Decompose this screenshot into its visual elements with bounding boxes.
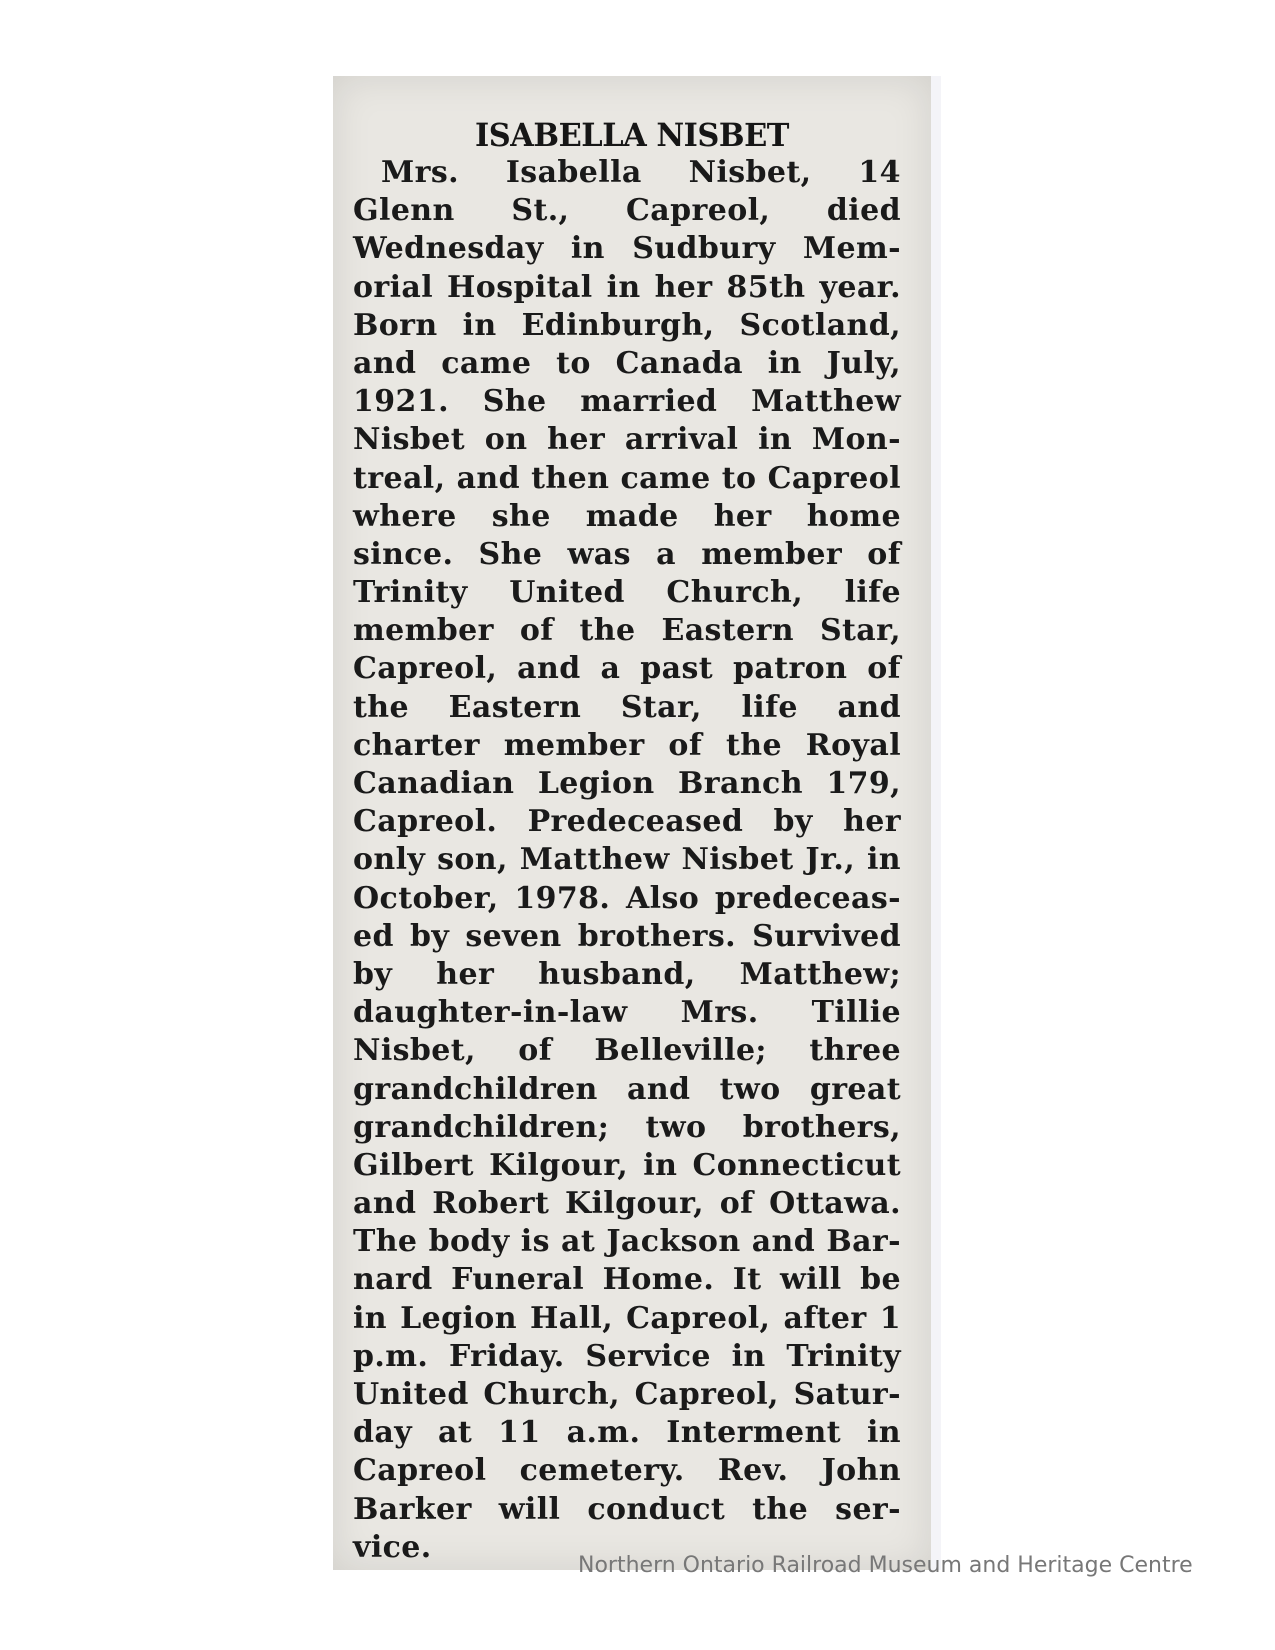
obituary-line: Mrs. Isabella Nisbet, 14	[381, 155, 901, 190]
obituary-line: in Legion Hall, Capreol, after 1	[353, 1300, 901, 1336]
obituary-line: vice.	[353, 1529, 432, 1565]
obituary-line: only son, Matthew Nisbet Jr., in	[353, 842, 901, 878]
obituary-line: and came to Canada in July,	[353, 345, 901, 381]
obituary-line: charter member of the Royal	[353, 727, 901, 763]
obituary-line: Canadian Legion Branch 179,	[353, 766, 901, 801]
obituary-line: Wednesday in Sudbury Mem-	[353, 231, 901, 267]
obituary-line: United Church, Capreol, Satur-	[353, 1377, 901, 1412]
obituary-line: Glenn St., Capreol, died	[353, 193, 901, 229]
obituary-line: by her husband, Matthew;	[353, 956, 901, 992]
obituary-line: member of the Eastern Star,	[353, 613, 901, 649]
obituary-line: day at 11 a.m. Interment in	[353, 1415, 901, 1451]
obituary-line: the Eastern Star, life and	[353, 689, 901, 725]
obituary-line: treal, and then came to Capreol	[353, 460, 901, 496]
obituary-line: Capreol cemetery. Rev. John	[353, 1453, 901, 1489]
obituary-line: Nisbet, of Belleville; three	[353, 1033, 901, 1069]
obituary-line: Gilbert Kilgour, in Connecticut	[353, 1147, 901, 1183]
obituary-line: ed by seven brothers. Survived	[353, 918, 901, 954]
museum-credit: Northern Ontario Railroad Museum and Heritage Centre	[578, 1553, 1193, 1578]
clipping-edge	[931, 76, 941, 1570]
obituary-line: daughter-in-law Mrs. Tillie	[353, 995, 901, 1031]
obituary-line: nard Funeral Home. It will be	[353, 1262, 901, 1298]
obituary-line: Born in Edinburgh, Scotland,	[353, 307, 901, 343]
obituary-line: grandchildren and two great	[353, 1071, 901, 1107]
obituary-body	[353, 154, 901, 1567]
obituary-line: The body is at Jackson and Bar-	[353, 1224, 901, 1260]
obituary-line: and Robert Kilgour, of Ottawa.	[353, 1186, 901, 1222]
obituary-line: 1921. She married Matthew	[353, 384, 901, 420]
obituary-line: p.m. Friday. Service in Trinity	[353, 1338, 901, 1374]
obituary-line: grandchildren; two brothers,	[353, 1109, 901, 1145]
obituary-line: Nisbet on her arrival in Mon-	[353, 422, 901, 458]
obituary-line: where she made her home	[353, 498, 901, 534]
obituary-line: Capreol, and a past patron of	[353, 651, 901, 687]
obituary-headline: ISABELLA NISBET	[475, 116, 789, 154]
obituary-line: since. She was a member of	[353, 536, 901, 572]
obituary-line: Capreol. Predeceased by her	[353, 804, 901, 840]
obituary-line: orial Hospital in her 85th year.	[353, 269, 901, 305]
obituary-line: Barker will conduct the ser-	[353, 1491, 901, 1527]
obituary-line: October, 1978. Also predeceas-	[353, 880, 901, 916]
newspaper-clipping	[333, 76, 931, 1570]
obituary-line: Trinity United Church, life	[353, 575, 901, 611]
